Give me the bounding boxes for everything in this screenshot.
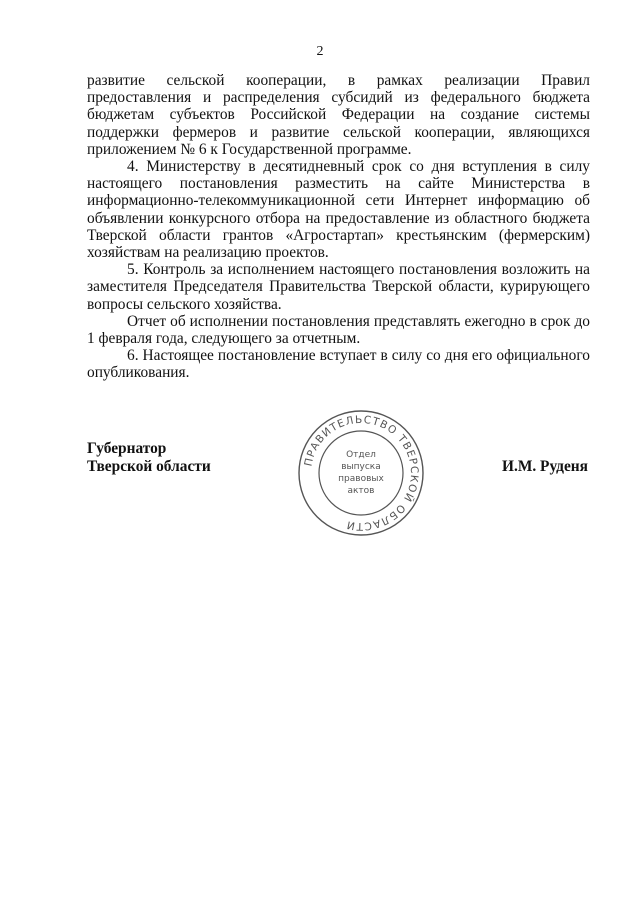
stamp-center-line1: Отдел [346,450,376,460]
signer-title-line1: Губернатор [87,440,167,457]
paragraph-6: 6. Настоящее постановление вступает в силу со дня его официального опубликования. [87,347,590,382]
stamp-inner-ring [319,431,403,515]
document-body [87,72,590,382]
signer-title [87,440,211,476]
paragraph-4: 4. Министерству в десятидневный срок со дня вступления в силу настоящего постановления разместить на сайте Министерства в информационно-телекоммуникационной сети Интернет информацию об объявлении конкурсного отбора на предоставление из областного бюджета Тверской области грантов «Агростартап» крестьянским (фермерским) хозяйствам на реализацию проектов. [87,158,590,262]
signer-title-line2: Тверской области [87,458,211,475]
stamp-center-line3: правовых [338,474,384,484]
stamp-center-line2: выпуска [341,462,381,472]
page-number: 2 [316,44,324,59]
stamp-outer-ring [299,411,423,535]
official-stamp [297,409,425,537]
paragraph-report: Отчет об исполнении постановления представлять ежегодно в срок до 1 февраля года, следующего за отчетным. [87,312,590,348]
stamp-center-line4: актов [347,486,375,496]
stamp-graphic [297,409,425,537]
paragraph-continuation: развитие сельской кооперации, в рамках реализации Правил предоставления и распределения субсидий из федерального бюджета бюджетам субъектов Российской Федерации на создание системы поддержки фермеров и развитие сельской кооперации, являющихся приложением № 6 к Государственной программе. [87,72,590,158]
paragraph-5: 5. Контроль за исполнением настоящего постановления возложить на заместителя Председателя Правительства Тверской области, курирующего вопросы сельского хозяйства. [87,261,590,313]
stamp-ring-text: ПРАВИТЕЛЬСТВО ТВЕРСКОЙ ОБЛАСТИ [302,413,421,533]
signer-name: И.М. Руденя [502,458,588,475]
